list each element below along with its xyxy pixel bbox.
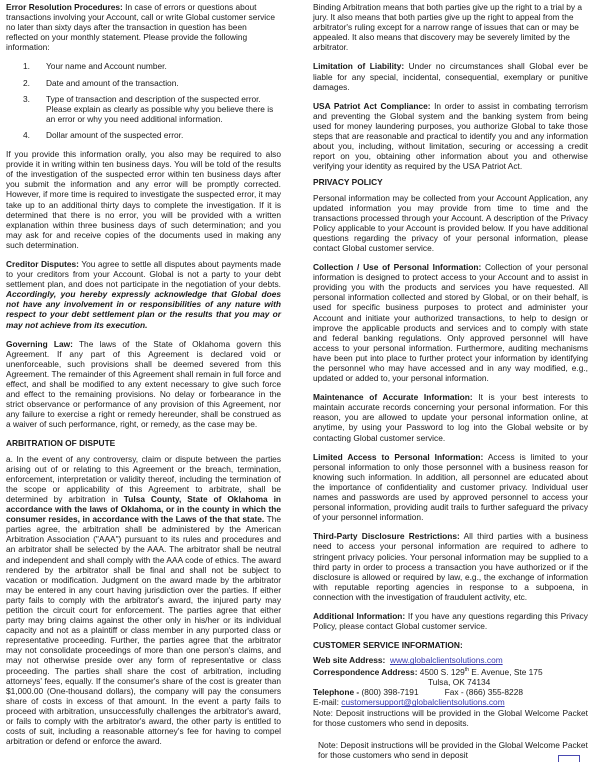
limitation-heading: Limitation of Liability: xyxy=(313,61,405,72)
list-item: 3. Type of transaction and description of the suspected error. Please explain as clearly as possible why you believe there is an error or why you need additional information. xyxy=(23,93,274,124)
additional-info-section: Additional Information: If you have any questions regarding this Privacy Policy, please contact Global customer service. xyxy=(313,610,588,632)
page-stamp-icon xyxy=(558,755,580,762)
error-resolution-followup: If you provide this information orally, you also may be required to also provide it in writing within ten business days. You will be told of the results of the investigation of the suspected error within ten business days after you submit the information and any error will be promptly corrected. However, if more time is required to investigate the suspected error, it may take up to an additional thirty days to complete the investigation. If it is determined that there is no error, you will be provided with a written explanation within three business days of such determination; and you may ask for and receive copies of the documents used in making any such determination. xyxy=(6,149,281,250)
error-info-list xyxy=(6,61,281,140)
address-row: Correspondence Address: 4500 S. 129th E. Avenue, Ste 175 xyxy=(313,667,543,678)
website-link[interactable]: www.globalclientsolutions.com xyxy=(389,655,503,666)
list-item: 2. Date and amount of the transaction. xyxy=(23,77,179,88)
arbitration-heading: ARBITRATION OF DISPUTE xyxy=(6,438,116,449)
creditor-disputes-heading: Creditor Disputes: xyxy=(6,258,79,269)
email-row xyxy=(313,697,588,707)
customer-service-heading: CUSTOMER SERVICE INFORMATION: xyxy=(313,640,463,651)
email-link[interactable]: customersupport@globalclientsolutions.com xyxy=(341,697,505,708)
deposit-note-repeat: Note: Deposit instructions will be provided in the Global Welcome Packet for those customers who send in deposit xyxy=(313,740,588,760)
privacy-policy-text: Personal information may be collected from your Account Application, any updated information you may provide from time to time and the transactions processed through your Account. A description of the Privacy Policy applicable to your Account is provided below. If you have additional questions regarding the privacy of your personal information, please contact Global customer service. xyxy=(313,192,588,253)
list-item: 1. Your name and Account number. xyxy=(23,61,167,72)
maintenance-heading: Maintenance of Accurate Information: xyxy=(313,392,473,403)
phone-label: Telephone - xyxy=(313,687,360,698)
collection-heading: Collection / Use of Personal Information: xyxy=(313,262,482,273)
phone-row xyxy=(313,687,588,697)
creditor-disputes-section: Creditor Disputes: You agree to settle all disputes about payments made to your creditors from your Account. Global is not a party to your debt settlement plan, and does not participate in the negotiation of your debts. Accordingly, you hereby expressly acknowledge that Global does not have any involvement in or responsibilities of any nature with respect to your debt settlement plan or the results that you may or may not achieve from its execution. xyxy=(6,258,281,330)
binding-arbitration-text: Binding Arbitration means that both parties give up the right to a trial by a jury. It also means that both parties give up the right to appeal from the arbitrator's ruling except for a narrow range of issues that can or may be appealed. It also means that discovery may be severely limited by the arbitrator. xyxy=(313,2,583,53)
maintenance-section: Maintenance of Accurate Information: It is your best interests to maintain accurate records concerning your personal information. For this reason, you are allowed to update your personal information online, at anytime, by using your Password to log into the Global website or by contacting Global customer service. xyxy=(313,392,588,443)
deposit-note: Note: Deposit instructions will be provided in the Global Welcome Packet for those customers who send in deposits. xyxy=(313,707,588,728)
error-resolution-section: Error Resolution Procedures: In case of errors or questions about transactions involving your Account, call or write Global customer service no later than sixty days after the transaction in question has been reflected on your monthly statement. Please provide the following information: xyxy=(6,2,275,53)
email-label: E-mail: xyxy=(313,697,342,708)
arbitration-venue: Tulsa County, State of Oklahoma in accordance with the laws of Oklahoma, or in the county in which the consumer resides, in accordance with the Laws of the that state. xyxy=(6,493,281,525)
collection-section: Collection / Use of Personal Information: Collection of your personal information is designed to protect access to your Account and to assist in providing you with the products and services you have requested. All personal information collected and stored by Global, or on their behalf, is used for specific business purposes to protect and administer your Account and initiate your authorized transactions, to help to design or improve the applicable products and services and to comply with state and federal banking regulations. Only approved personnel will have access to your personal information. Furthermore, auditing mechanisms have been put into place to further protect your information by identifying the personnel who may have accessed and in any way modified, e.g., updated or added to, your personal information. xyxy=(313,262,588,384)
third-party-section: Third-Party Disclosure Restrictions: All third parties with a business need to access your personal information are required to adhere to stringent privacy policies. Your personal information may be supplied to a third party in order to process a transaction you have authorized or if the disclosure is allowed or required by law, e.g., the exchange of information with reputable reporting agencies in response to a subpoena, in connection with the investigation of fraudulent activity, etc. xyxy=(313,531,589,602)
fax-number: Fax - (866) 355-8228 xyxy=(444,687,523,698)
arbitration-section: a. In the event of any controversy, claim or dispute between the parties arising out of or relating to this Agreement or the breach, termination, enforcement, interpretation or validity thereof, including the termination of the scope or applicability of this Agreement to arbitrate, shall be determined by arbitration in Tulsa County, State of Oklahoma in accordance with the laws of Oklahoma, or in the county in which the consumer resides, in accordance with the Laws of the that state. The parties agree, the arbitration shall be administered by the American Arbitration Association ("AAA") pursuant to its rules and procedures and an arbitrator shall be selected by the AAA. The arbitrator shall be neutral and independent and shall comply with the AAA code of ethics. The award rendered by the arbitrator shall be final and shall not be subject to vacation or modification. Judgment on the award made by the arbitrator may be entered in any court having jurisdiction over the parties. If either party fails to comply with the arbitrator's award, the injured party may petition the circuit court for enforcement. The parties agree that either party may bring claims against the other only in his/her or its individual capacity and not as a plaintiff or class member in any purported class or representative proceeding. Further, the parties agree that the arbitrator may not consolidate proceedings of more than one person's claims, and may not otherwise preside over any form of representative or class proceeding. The parties shall share the cost of arbitration, including attorneys' fees, equally. If the consumer's share of the cost is greater than $1,000.00 (One-thousand dollars), the company will pay the consumers share of costs in excess of that amount. In the event a party fails to proceed with arbitration, unsuccessfully challenges the arbitrator's award, or fails to comply with the arbitrator's award, the other party is entitled to costs of suit, including a reasonable attorney's fee for having to compel arbitration or defend or enforce the award. xyxy=(6,453,281,747)
limited-access-heading: Limited Access to Personal Information: xyxy=(313,451,484,462)
limited-access-section: Limited Access to Personal Information: Access is limited to your personal information to only those personnel with a business reason for knowing such information. In addition, all personnel are educated about the importance of confidentiality and customer privacy. Individual user names and passwords are used by approved personnel to access your personal information, providing audit trails to further safeguard the privacy of your personnel information. xyxy=(313,451,588,523)
patriot-act-section: USA Patriot Act Compliance: In order to assist in combating terrorism and preventing the Global system and the banking system from being used for money laundering purposes, you authorize Global to take those steps that are reasonable and practical to identify you and any information about you, including, without limitation, securing or accessing a credit report on you, obtaining other information about you and otherwise verifying your identity as required by the USA Patriot Act. xyxy=(313,100,588,172)
third-party-heading: Third-Party Disclosure Restrictions: xyxy=(313,531,460,542)
website-label: Web site Address: xyxy=(313,655,386,666)
phone-number: (800) 398-7191 xyxy=(359,687,419,698)
website-row xyxy=(313,655,588,665)
customer-service-block xyxy=(313,655,588,760)
governing-law-heading: Governing Law: xyxy=(6,338,73,349)
additional-info-heading: Additional Information: xyxy=(313,610,406,621)
privacy-policy-heading: PRIVACY POLICY xyxy=(313,177,383,188)
error-resolution-heading: Error Resolution Procedures: xyxy=(6,2,123,12)
list-item: 4. Dollar amount of the suspected error. xyxy=(23,129,184,140)
address-city: Tulsa, OK 74134 xyxy=(428,677,491,688)
left-column xyxy=(6,2,281,755)
governing-law-section: Governing Law: The laws of the State of Oklahoma govern this Agreement. If any part of this Agreement is declared void or unenforceable, such provisions shall be deemed severed from this Agreement. The remainder of this Agreement shall remain in full force and effect, and shall be modified to any extent necessary to give such force and effect to the remaining provisions. No delay or forbearance in the strict observance or performance of any provision of this Agreement, nor any failure to exercise a right or remedy hereunder, shall be construed as a waiver of such performance, right, or remedy, as the case may be. xyxy=(6,338,282,430)
creditor-disputes-emphasis: Accordingly, you hereby expressly acknowledge that Global does not have any involvement in or responsibilities of any nature with respect to your debt settlement plan or the results that you may or may not achieve from its execution. xyxy=(6,289,281,330)
right-column xyxy=(313,2,588,760)
address-label: Correspondence Address: xyxy=(313,667,418,678)
patriot-act-heading: USA Patriot Act Compliance: xyxy=(313,100,431,111)
limitation-section: Limitation of Liability: Under no circumstances shall Global ever be liable for any special, incidental, consequential, exemplary or punitive damages. xyxy=(313,61,588,92)
